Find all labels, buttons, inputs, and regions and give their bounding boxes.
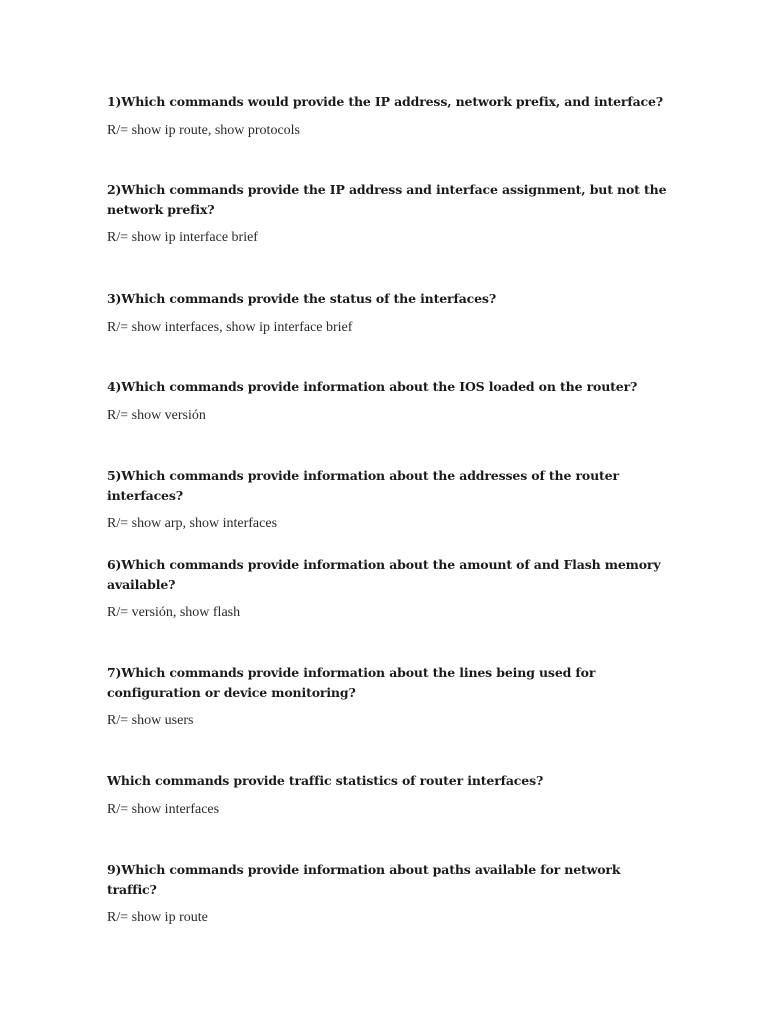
qa-item	[107, 663, 667, 730]
qa-item	[107, 180, 667, 247]
question-text: 7)Which commands provide information about the lines being used for configuration or device monitoring?	[107, 665, 596, 700]
question-text: 5)Which commands provide information about the addresses of the router interfaces?	[107, 468, 619, 503]
answer-text: R/= show ip route	[107, 910, 208, 925]
qa-item	[107, 466, 667, 533]
answer-text: R/= show ip route, show protocols	[107, 122, 300, 138]
question-text: Which commands provide traffic statistics of router interfaces?	[107, 773, 544, 788]
qa-item	[107, 771, 667, 819]
answer-text: R/= show interfaces, show ip interface brief	[107, 319, 353, 335]
qa-item	[107, 289, 667, 337]
answer-text: R/= show versión	[107, 407, 206, 423]
qa-item	[107, 92, 667, 140]
qa-item	[107, 377, 667, 425]
answer-text: R/= show ip interface brief	[107, 230, 258, 245]
question-text: 1)Which commands would provide the IP address, network prefix, and interface?	[107, 94, 663, 109]
question-text: 3)Which commands provide the status of the interfaces?	[107, 291, 496, 306]
qa-item	[107, 555, 667, 622]
question-text: 4)Which commands provide information about the IOS loaded on the router?	[107, 379, 638, 394]
question-text: 9)Which commands provide information about paths available for network traffic?	[107, 862, 621, 897]
answer-text: R/= show users	[107, 713, 194, 728]
qa-item	[107, 860, 667, 927]
question-text: 6)Which commands provide information about the amount of and Flash memory available?	[107, 557, 661, 592]
question-text: 2)Which commands provide the IP address and interface assignment, but not the network prefix?	[107, 182, 667, 217]
answer-text: R/= show arp, show interfaces	[107, 516, 278, 531]
answer-text: R/= show interfaces	[107, 801, 220, 817]
answer-text: R/= versión, show flash	[107, 605, 241, 620]
